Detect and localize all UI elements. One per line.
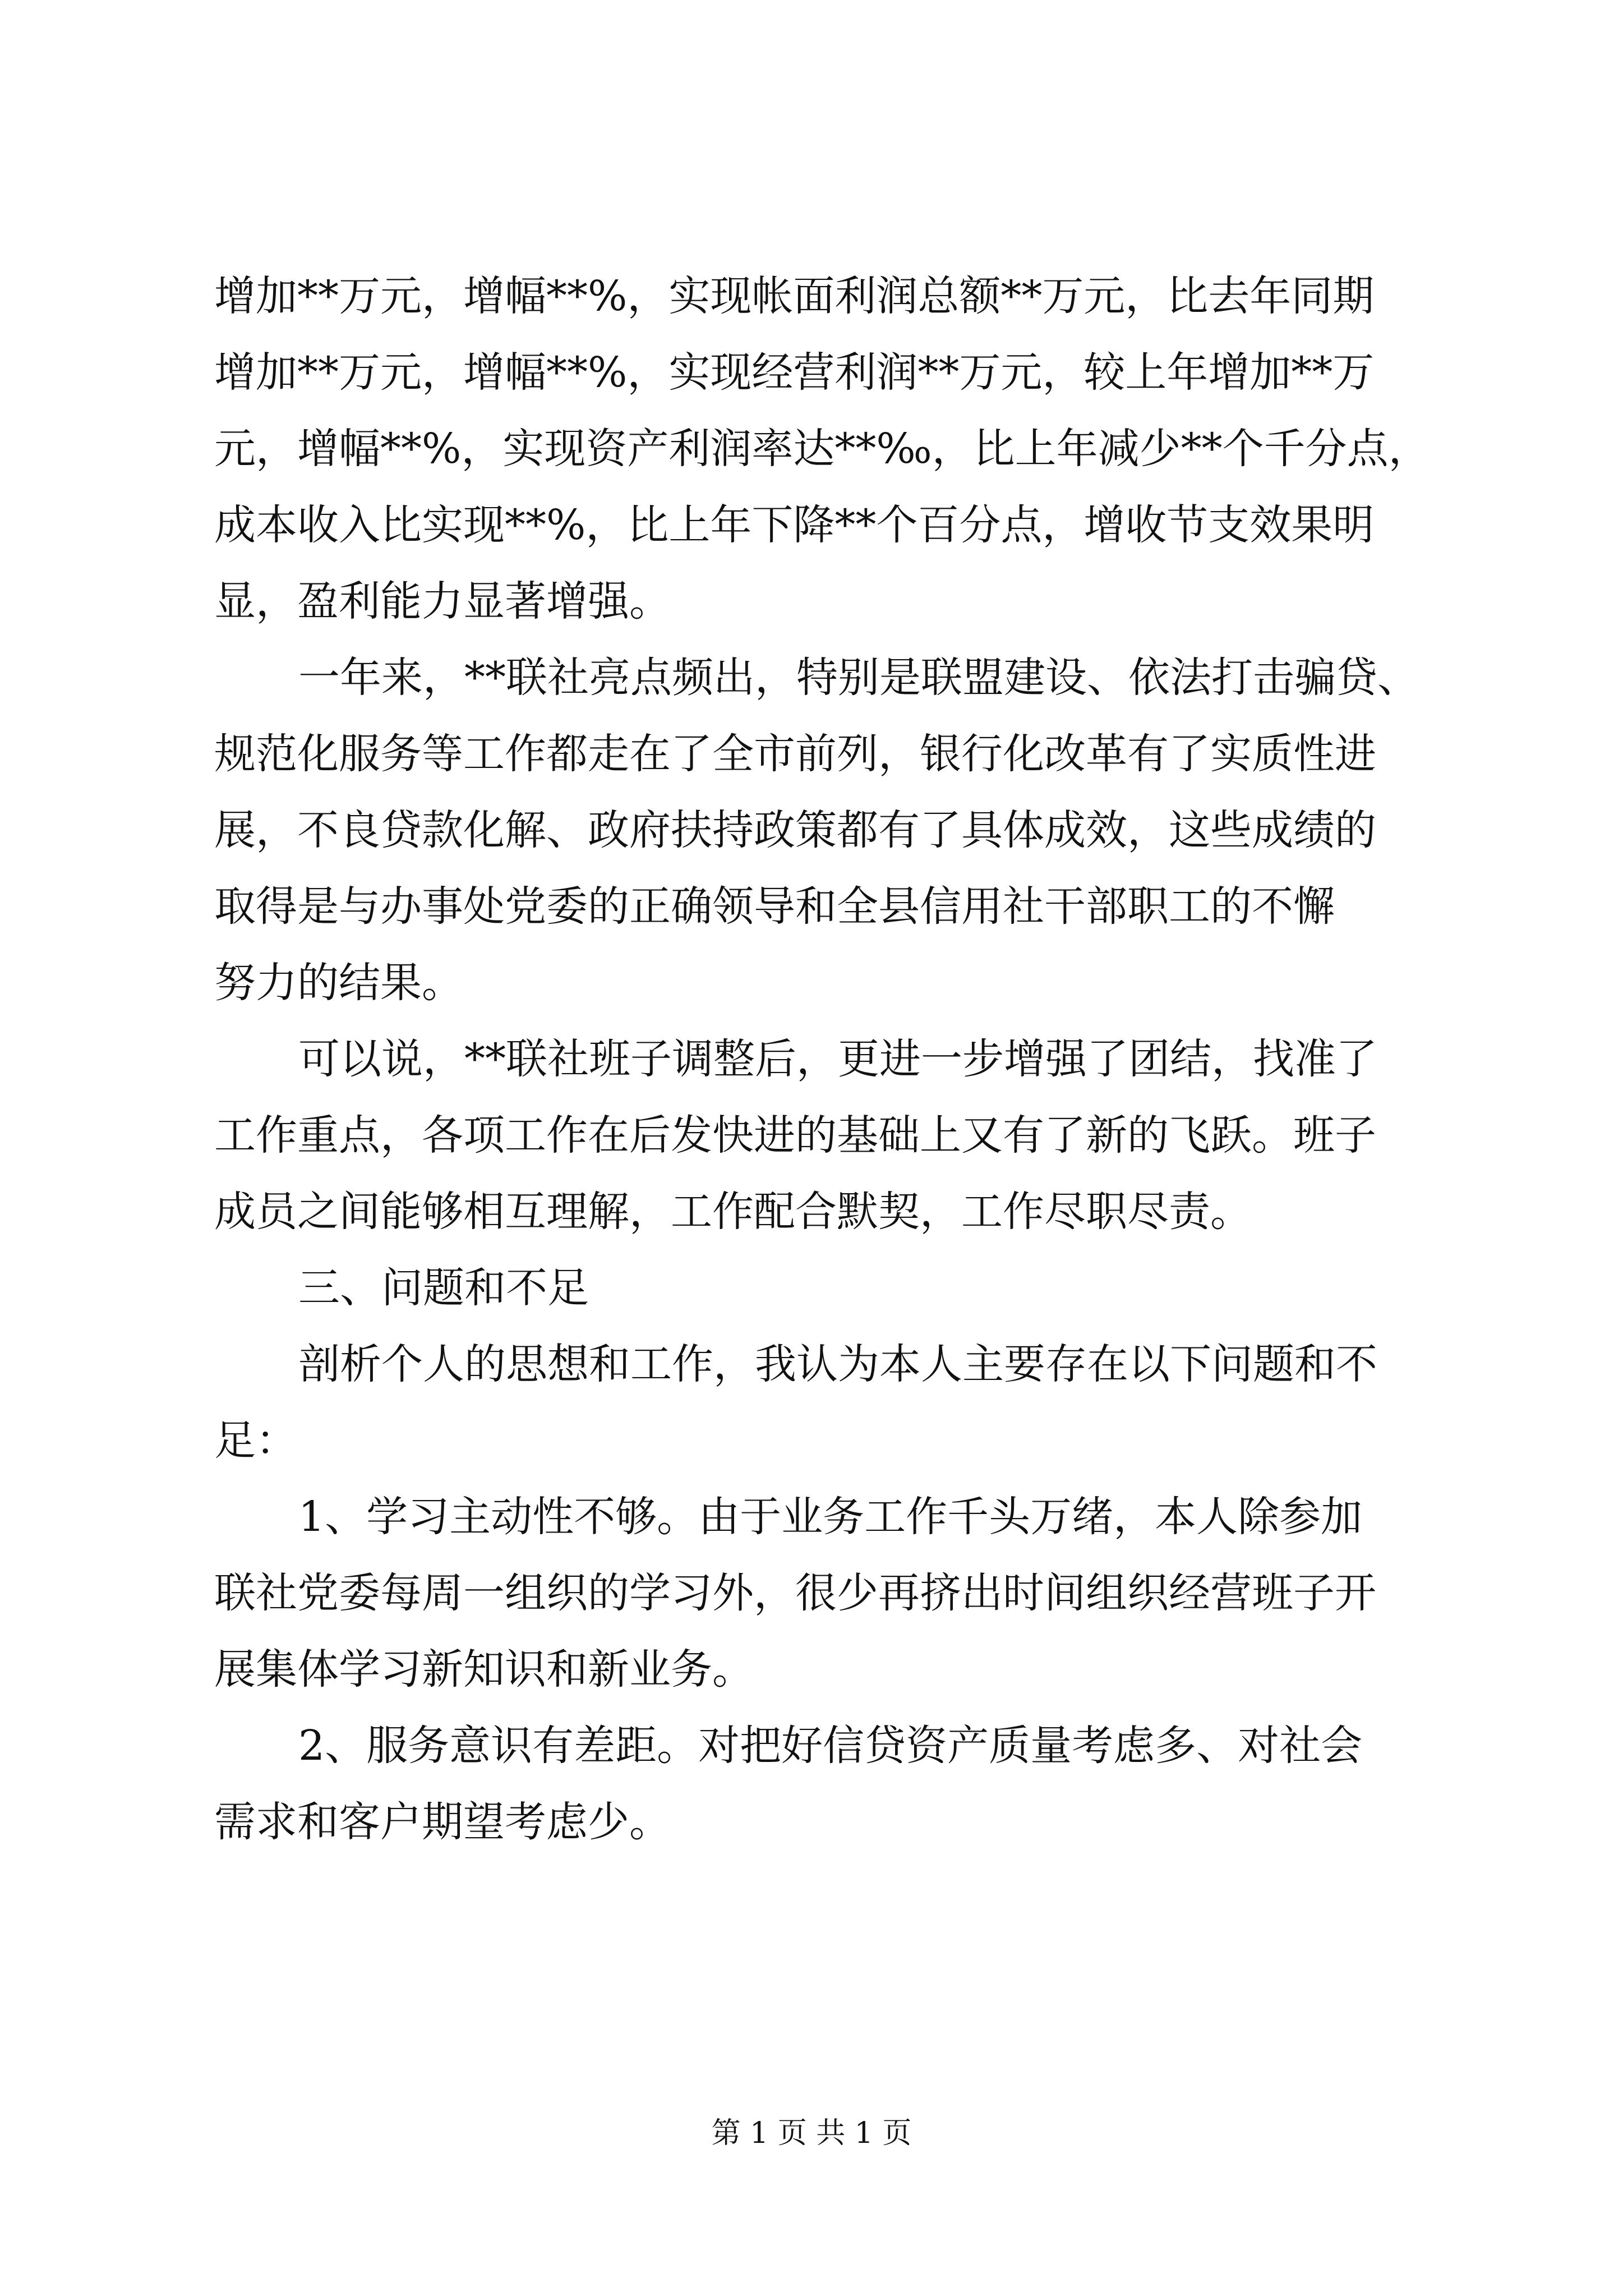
text-line: 取得是与办事处党委的正确领导和全县信用社干部职工的不懈 [214, 882, 1335, 931]
text-line: 成本收入比实现**%，比上年下降**个百分点，增收节支效果明 [214, 501, 1375, 549]
text-line: 显，盈利能力显著增强。 [214, 577, 671, 625]
paragraph-start-line: 一年来，**联社亮点频出，特别是联盟建设、依法打击骗贷、 [298, 654, 1419, 702]
paragraph-start-line: 可以说，**联社班子调整后，更进一步增强了团结，找准了 [298, 1035, 1377, 1083]
page-footer: 第 1 页 共 1 页 [711, 2116, 912, 2150]
text-line: 规范化服务等工作都走在了全市前列，银行化改革有了实质性进 [214, 730, 1376, 778]
list-item-line: 2、服务意识有差距。对把好信贷资产质量考虑多、对社会 [298, 1722, 1363, 1770]
text-line: 工作重点，各项工作在后发快进的基础上又有了新的飞跃。班子 [214, 1111, 1376, 1159]
text-line: 成员之间能够相互理解，工作配合默契，工作尽职尽责。 [214, 1188, 1252, 1236]
text-line: 联社党委每周一组织的学习外，很少再挤出时间组织经营班子开 [214, 1569, 1376, 1617]
text-line: 努力的结果。 [214, 959, 463, 1007]
paragraph-start-line: 剖析个人的思想和工作，我认为本人主要存在以下问题和不 [298, 1340, 1377, 1388]
body-text [214, 258, 1430, 1860]
text-line: 展，不良贷款化解、政府扶持政策都有了具体成效，这些成绩的 [214, 806, 1376, 854]
text-line: 增加**万元，增幅**%，实现经营利润**万元，较上年增加**万 [214, 348, 1375, 397]
text-line: 需求和客户期望考虑少。 [214, 1798, 671, 1846]
text-line: 展集体学习新知识和新业务。 [214, 1645, 754, 1694]
text-line: 足： [214, 1416, 297, 1465]
list-item-line: 1、学习主动性不够。由于业务工作千头万绪，本人除参加 [298, 1493, 1363, 1541]
text-line: 增加**万元，增幅**%，实现帐面利润总额**万元，比去年同期 [214, 272, 1375, 320]
text-line: 元，增幅**%，实现资产利润率达**‰，比上年减少**个千分点， [214, 425, 1430, 473]
section-heading: 三、问题和不足 [298, 1264, 589, 1312]
